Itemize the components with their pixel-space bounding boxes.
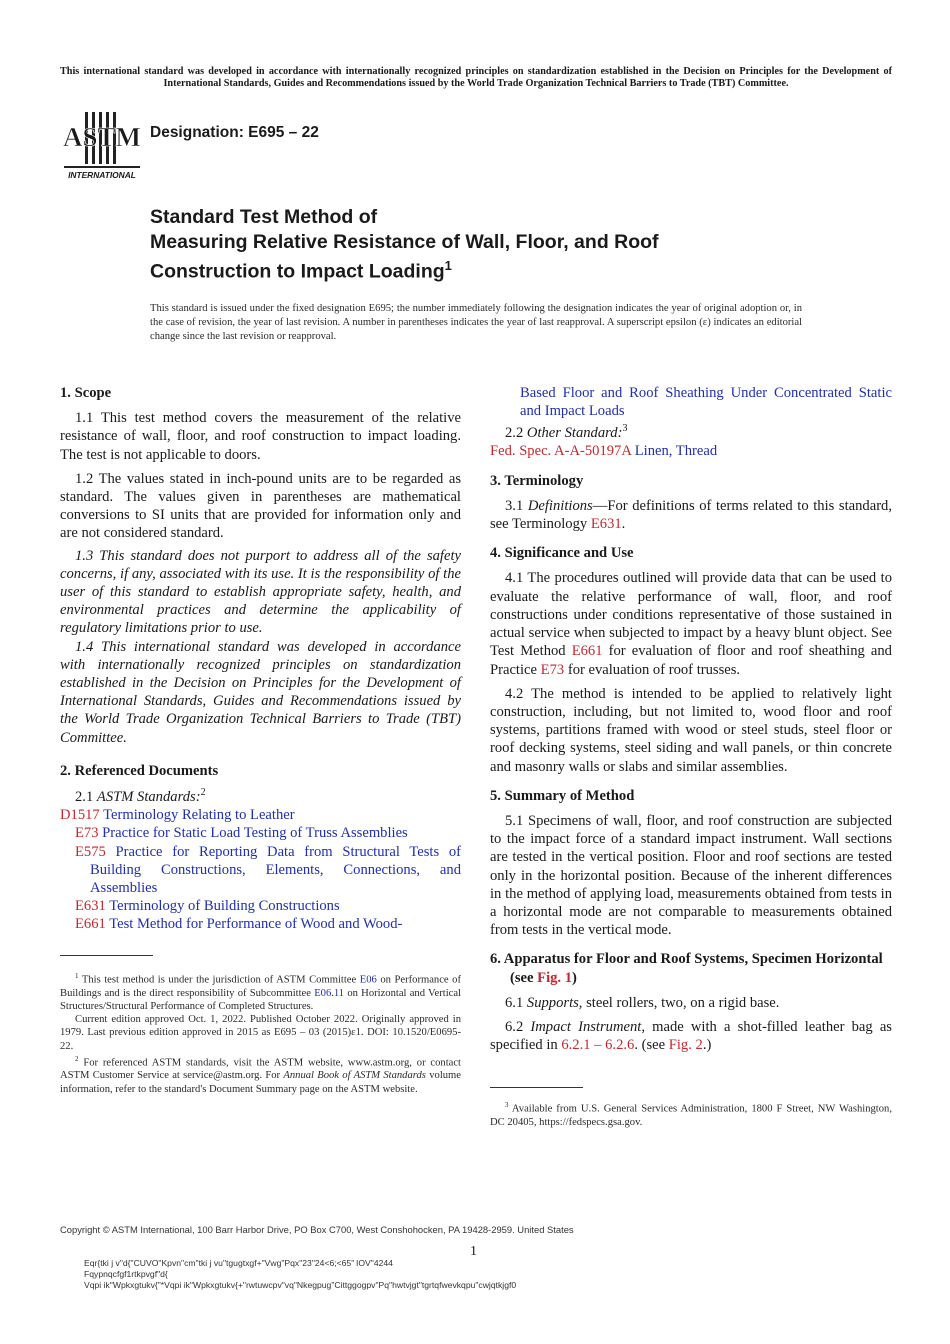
para-1-1: 1.1 This test method covers the measurement of the relative resistance of wall, floor, and roof construction to impact loading. The test is not applicable to doors. — [60, 410, 461, 463]
footnote-1-edition: Current edition approved Oct. 1, 2022. Published October 2022. Originally approved in 1979. Last previous edition approved in 2015 as E695 – 03 (2015)ε1. DOI: 10.1520/E0695-22. — [60, 1014, 461, 1052]
astm-logo-icon — [62, 108, 142, 180]
section-5-heading: 5. Summary of Method — [490, 787, 635, 804]
ref-fed-spec[interactable]: Fed. Spec. A-A-50197A Linen, Thread — [490, 443, 718, 460]
para-2-2: 2.2 Other Standard:$^3$ — [505, 423, 628, 442]
tbt-notice: This international standard was developed in accordance with internationally recognized principles on standardization established in the Decision on Principles for the Development of International Standards, Guides and Recommendations issued by the World Trade Organization Technical Barriers to Trade (TBT) Committee. — [60, 66, 892, 89]
section-6-heading: 6. Apparatus for Floor and Roof Systems, Specimen Horizontal (see Fig. 1) — [490, 951, 883, 986]
ref-e631[interactable]: E631 Terminology of Building Constructions — [75, 898, 340, 915]
ref-e661-continued[interactable]: Based Floor and Roof Sheathing Under Concentrated Static and Impact Loads — [520, 385, 892, 420]
para-3-1: 3.1 Definitions—For definitions of terms related to this standard, see Terminology E631. — [490, 497, 892, 533]
footnote-divider-right — [490, 1087, 583, 1088]
para-6-1: 6.1 Supports, steel rollers, two, on a rigid base. — [505, 994, 780, 1011]
para-4-2: 4.2 The method is intended to be applied to relatively light construction, including, but not limited to, wood floor and roof systems, partitions framed with wood or steel studs, steel floor or roof decking systems, steel siding and wall panels, or thin concrete and masonry walls or slabs and similar assemblies. — [490, 685, 892, 775]
para-5-1: 5.1 Specimens of wall, floor, and roof construction are subjected to the impact force of a standard impact instrument. Wall sections are tested in the vertical position. Floor and roof sections are tested only in the horizontal position. Because of the inherent differences in the method of applying load, measurements obtained from tests in a horizontal mode are not comparable to measurements obtained from tests in the vertical mode. — [490, 812, 892, 939]
ref-e73[interactable]: E73 Practice for Static Load Testing of Truss Assemblies — [75, 825, 408, 842]
section-1-heading: 1. Scope — [60, 385, 112, 401]
link-e73[interactable]: E73 — [540, 661, 565, 678]
para-1-2: 1.2 The values stated in inch-pound units are to be regarded as standard. The values given in parentheses are mathematical conversions to SI units that are provided for information only and are not considered standard. — [60, 470, 461, 542]
license-stamp: Eqr{tki j v"d{"CUVO"Kpvn"cm"tki j vu"tgugtxgf+"Vwg"Pqx"23"24<6;<65" IOV"4244 Fqypnqcfgf1rtkpvgf"d{ Vqpi ik"Wpkxgtukv{"*Vqpi ik"Wpkxgtukv{+"rwtuwcpv"vq"Nkegpug"Cittggogpv"Pq"hwtvjgt"tgrtqfwevkqpu"cwjqtkjgf0 — [84, 1258, 517, 1290]
footnote-1: $^1$ This test method is under the jurisdiction of ASTM Committee E06 on Performance of Buildings and is the direct responsibility of Subcommittee E06.11 on Horizontal and Vertical Structures/Structural Performance of Completed Structures. — [60, 972, 461, 1012]
designation: Designation: E695 – 22 — [150, 124, 319, 141]
para-2-1: 2.1 ASTM Standards:$^2$ — [75, 787, 206, 805]
title-footnote-mark: 1 — [444, 258, 452, 273]
section-3-heading: 3. Terminology — [490, 472, 584, 489]
logo-wordmark: ASTM — [62, 122, 142, 152]
section-2-heading: 2. Referenced Documents — [60, 762, 219, 779]
para-6-2: 6.2 Impact Instrument, made with a shot-filled leather bag as specified in 6.2.1 – 6.2.6. (see Fig. 2.) — [490, 1018, 892, 1054]
issuance-note: This standard is issued under the fixed designation E695; the number immediately following the designation indicates the year of original adoption or, in the case of revision, the year of last revision. A number in parentheses indicates the year of last reapproval. A superscript epsilon (ε) indicates an editorial change since the last revision or reapproval. — [150, 303, 802, 342]
para-1-3: 1.3 This standard does not purport to address all of the safety concerns, if any, associated with its use. It is the responsibility of the user of this standard to establish appropriate safety, health, and environmental practices and determine the applicability of regulatory limitations prior to use. — [60, 547, 461, 637]
link-e631[interactable]: E631 — [590, 516, 622, 533]
link-e06[interactable]: E06 — [359, 974, 377, 986]
link-e661[interactable]: E661 — [571, 643, 603, 660]
ref-d1517[interactable]: D1517 Terminology Relating to Leather — [60, 807, 295, 824]
para-1-4: 1.4 This international standard was developed in accordance with internationally recognized principles on standardization established in the Decision on Principles for the Development of International Standards, Guides and Recommendations issued by the World Trade Organization Technical Barriers to Trade (TBT) Committee. — [60, 638, 461, 746]
link-fig-1[interactable]: Fig. 1 — [537, 969, 573, 986]
footnote-divider-left — [60, 955, 153, 956]
title-line-2: Measuring Relative Resistance of Wall, Floor, and Roof — [150, 230, 659, 253]
footnote-3: $^3$ Available from U.S. General Services Administration, 1800 F Street, NW Washington, DC 20405, https://fedspecs.gsa.gov. — [490, 1101, 892, 1128]
footnote-2: $^2$ For referenced ASTM standards, visit the ASTM website, www.astm.org, or contact ASTM Customer Service at service@astm.org. For Annual Book of ASTM Standards volume information, refer to the standard's Document Summary page on the ASTM website. — [60, 1054, 461, 1095]
page-number: 1 — [470, 1244, 477, 1259]
left-column — [60, 384, 461, 934]
link-fig-2[interactable]: Fig. 2 — [668, 1037, 703, 1054]
copyright-line: Copyright © ASTM International, 100 Barr Harbor Drive, PO Box C700, West Conshohocken, PA 19428-2959. United States — [60, 1224, 574, 1235]
title-line-3: Construction to Impact Loading$^1$ — [150, 258, 452, 283]
ref-e661[interactable]: E661 Test Method for Performance of Wood and Wood- — [75, 916, 403, 933]
logo-subtext: INTERNATIONAL — [68, 170, 136, 180]
link-e06-11[interactable]: E06.11 — [314, 987, 345, 999]
footnotes-left — [60, 970, 461, 1096]
section-4-heading: 4. Significance and Use — [490, 545, 634, 562]
title-line-1: Standard Test Method of — [150, 206, 378, 228]
astm-logo — [62, 108, 142, 180]
right-column — [490, 384, 892, 1054]
ref-e575[interactable]: E575 Practice for Reporting Data from Structural Tests of Building Constructions, Elements, Connections, and Assemblies — [75, 843, 462, 896]
document-title — [150, 205, 850, 284]
para-4-1: 4.1 The procedures outlined will provide data that can be used to evaluate the relative performance of wall, floor, and roof constructions under conditions representative of those sustained in actual service when subjected to impact by a heavy blunt object. See Test Method E661 for evaluation of floor and roof sheathing and Practice E73 for evaluation of roof trusses. — [490, 570, 892, 678]
link-6-2-1[interactable]: 6.2.1 – 6.2.6 — [561, 1037, 635, 1054]
